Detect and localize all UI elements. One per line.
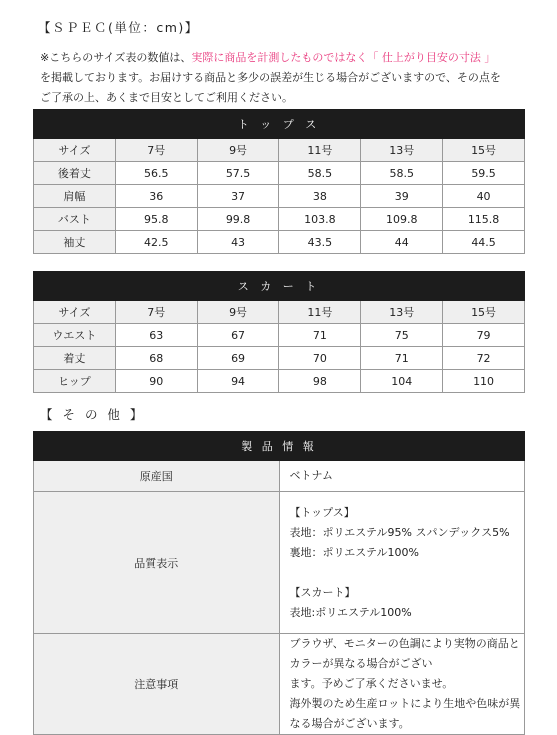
skirt-row — [34, 370, 525, 393]
quality-skirt-heading: 【スカート】 — [289, 585, 356, 599]
quality-label: 品質表示 — [34, 492, 280, 634]
skirt-row — [34, 324, 525, 347]
skirt-row — [34, 301, 525, 324]
skirt-row — [34, 347, 525, 370]
tops-cell: 9号 — [197, 139, 279, 162]
tops-cell: 115.8 — [443, 208, 525, 231]
tops-cell: 37 — [197, 185, 279, 208]
quality-tops-outer: 表地：ポリエステル95% スパンデックス5% — [289, 525, 510, 539]
other-section-title: 【 そ の 他 】 — [40, 407, 146, 422]
skirt-cell: 94 — [197, 370, 279, 393]
skirt-row-label: ウエスト — [34, 324, 116, 347]
tops-table-title: ト ッ プ ス — [34, 110, 525, 139]
skirt-table-title: ス カ ー ト — [34, 272, 525, 301]
skirt-cell: 69 — [197, 347, 279, 370]
notice-line-3: ご了承の上、あくまで目安としてご利用ください。 — [40, 91, 293, 104]
notice-line-2: を掲載しております。お届けする商品と多少の誤差が生じる場合がございますので、その点を — [40, 71, 501, 84]
tops-cell: 15号 — [443, 139, 525, 162]
tops-cell: 44.5 — [443, 231, 525, 254]
tops-cell: 13号 — [361, 139, 443, 162]
skirt-cell: 67 — [197, 324, 279, 347]
product-info-table — [33, 431, 525, 735]
skirt-cell: 15号 — [443, 301, 525, 324]
skirt-cell: 110 — [443, 370, 525, 393]
size-notice — [40, 48, 530, 108]
tops-row-label: 後着丈 — [34, 162, 116, 185]
skirt-cell: 68 — [115, 347, 197, 370]
tops-cell: 44 — [361, 231, 443, 254]
tops-cell: 11号 — [279, 139, 361, 162]
notice-line-1-text: ※こちらのサイズ表の数値は、 — [40, 51, 192, 64]
quality-value — [279, 492, 525, 634]
spec-title: 【ＳＰＥＣ(単位：cm)】 — [38, 20, 199, 35]
skirt-cell: 90 — [115, 370, 197, 393]
tops-cell: 39 — [361, 185, 443, 208]
notice-line-1 — [40, 48, 530, 68]
tops-row — [34, 162, 525, 185]
tops-cell: 36 — [115, 185, 197, 208]
tops-cell: 40 — [443, 185, 525, 208]
notes-value — [279, 634, 525, 735]
tops-cell: 7号 — [115, 139, 197, 162]
skirt-cell: 13号 — [361, 301, 443, 324]
notice-highlight: 実際に商品を計測したものではなく「 仕上がり目安の寸法 」 — [191, 51, 496, 64]
skirt-row-label: ヒップ — [34, 370, 116, 393]
skirt-cell: 72 — [443, 347, 525, 370]
quality-skirt-outer: 表地:ポリエステル100% — [289, 605, 412, 619]
origin-label: 原産国 — [34, 461, 280, 492]
quality-tops-lining: 裏地：ポリエステル100% — [289, 545, 419, 559]
skirt-cell: 70 — [279, 347, 361, 370]
tops-cell: 58.5 — [279, 162, 361, 185]
skirt-cell: 11号 — [279, 301, 361, 324]
skirt-cell: 7号 — [115, 301, 197, 324]
tops-row-label: 袖丈 — [34, 231, 116, 254]
tops-row-label: 肩幅 — [34, 185, 116, 208]
tops-size-table — [33, 109, 525, 254]
skirt-size-table — [33, 271, 525, 393]
skirt-cell: 71 — [361, 347, 443, 370]
notes-label: 注意事項 — [34, 634, 280, 735]
tops-row-label: バスト — [34, 208, 116, 231]
skirt-cell: 79 — [443, 324, 525, 347]
tops-cell: 109.8 — [361, 208, 443, 231]
notes-line-3: 海外製のため生産ロットにより生地や色味が異なる場合がございます。 — [289, 697, 521, 730]
tops-cell: 58.5 — [361, 162, 443, 185]
skirt-row-label: 着丈 — [34, 347, 116, 370]
tops-cell: 103.8 — [279, 208, 361, 231]
skirt-cell: 75 — [361, 324, 443, 347]
skirt-cell: 104 — [361, 370, 443, 393]
tops-cell: 59.5 — [443, 162, 525, 185]
tops-row — [34, 231, 525, 254]
skirt-cell: 71 — [279, 324, 361, 347]
tops-cell: 99.8 — [197, 208, 279, 231]
quality-tops-heading: 【トップス】 — [289, 505, 355, 519]
skirt-cell: 9号 — [197, 301, 279, 324]
quality-spacer — [290, 563, 525, 583]
skirt-row-label: サイズ — [34, 301, 116, 324]
skirt-cell: 63 — [115, 324, 197, 347]
notes-line-2: ます。予めご了承くださいませ。 — [289, 677, 454, 690]
tops-row — [34, 185, 525, 208]
product-table-title: 製 品 情 報 — [34, 432, 525, 461]
tops-cell: 38 — [279, 185, 361, 208]
tops-cell: 56.5 — [115, 162, 197, 185]
tops-cell: 95.8 — [115, 208, 197, 231]
skirt-cell: 98 — [279, 370, 361, 393]
tops-row — [34, 208, 525, 231]
tops-cell: 43.5 — [279, 231, 361, 254]
tops-cell: 43 — [197, 231, 279, 254]
tops-row-label: サイズ — [34, 139, 116, 162]
origin-value: ベトナム — [279, 461, 525, 492]
tops-cell: 57.5 — [197, 162, 279, 185]
notes-line-1: ブラウザ、モニターの色調により実物の商品とカラーが異なる場合がござい — [289, 637, 520, 670]
tops-row — [34, 139, 525, 162]
tops-cell: 42.5 — [115, 231, 197, 254]
